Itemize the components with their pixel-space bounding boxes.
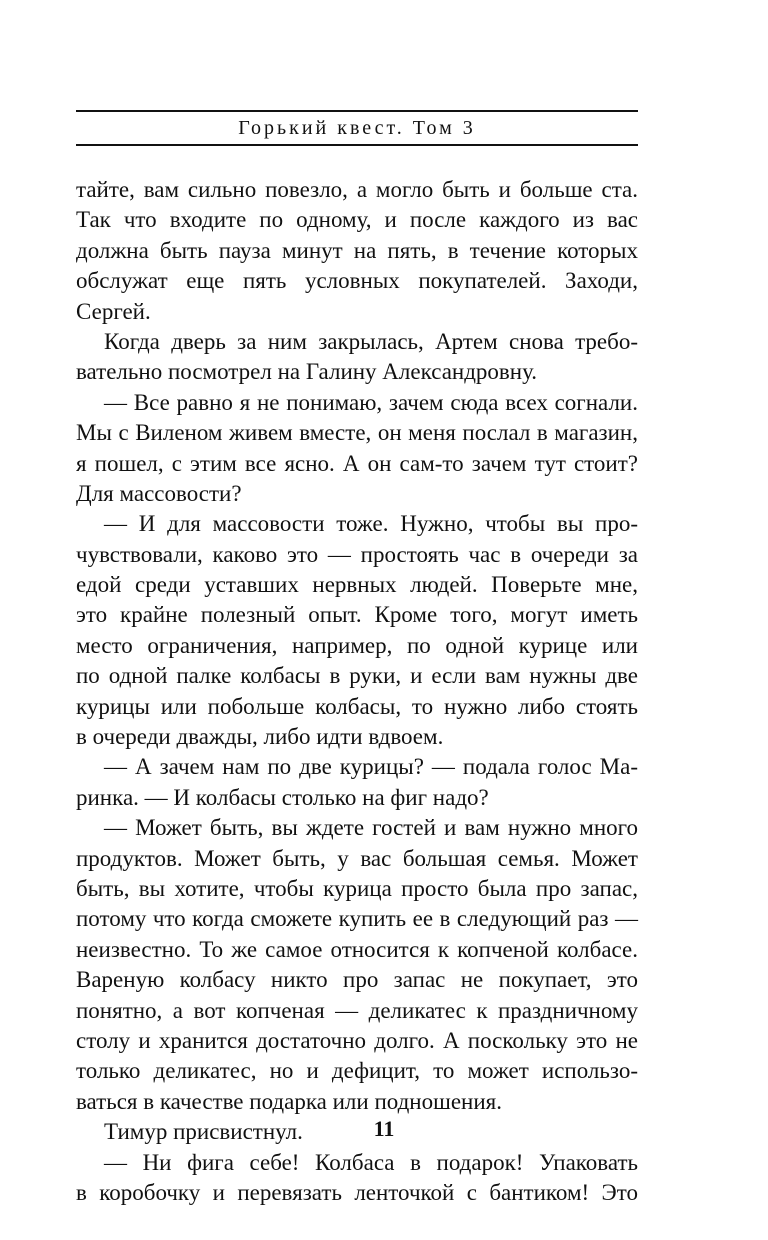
header-rule-bottom bbox=[76, 144, 638, 146]
text-line: обслужат еще пять условных покупателей. Заходи, bbox=[76, 268, 638, 294]
text-line: ринка. — И колбасы столько на фиг надо? bbox=[76, 784, 489, 810]
text-line: — А зачем нам по две курицы? — подала голос Ма- bbox=[104, 754, 638, 780]
text-line: ваться в качестве подарка или подношения. bbox=[76, 1088, 502, 1114]
text-line: понятно, а вот копченая — деликатес к праздничному bbox=[76, 997, 638, 1023]
header-rule-top bbox=[76, 110, 638, 112]
text-line: в коробочку и перевязать ленточкой с бантиком! Это bbox=[76, 1179, 638, 1205]
text-line: чувствовали, каково это — простоять час в очереди за bbox=[76, 541, 638, 567]
text-line: должна быть пауза минут на пять, в течение которых bbox=[76, 237, 638, 263]
text-line: место ограничения, например, по одной курице или bbox=[76, 632, 638, 658]
text-line: — Может быть, вы ждете гостей и вам нужно много bbox=[104, 815, 638, 841]
text-line: по одной палке колбасы в руки, и если вам нужны две bbox=[76, 663, 638, 689]
text-line: Тимур присвистнул. bbox=[104, 1119, 303, 1145]
text-line: в очереди дважды, либо идти вдвоем. bbox=[76, 724, 444, 750]
text-line: Для массовости? bbox=[76, 480, 242, 506]
text-line: это крайне полезный опыт. Кроме того, могут иметь bbox=[76, 602, 638, 628]
text-line: Мы с Виленом живем вместе, он меня послал в магазин, bbox=[76, 420, 638, 446]
text-line: столу и хранится достаточно долго. А поскольку это не bbox=[76, 1027, 638, 1053]
text-line: Вареную колбасу никто про запас не покупает, это bbox=[76, 967, 638, 993]
running-head: Горький квест. Том 3 bbox=[238, 117, 476, 139]
text-line: я пошел, с этим все ясно. А он сам-то зачем тут стоит? bbox=[76, 450, 638, 476]
text-line: тайте, вам сильно повезло, а могло быть и больше ста. bbox=[76, 177, 638, 202]
text-line: — Ни фига себе! Колбаса в подарок! Упаковать bbox=[104, 1149, 638, 1175]
text-line: Когда дверь за ним закрылась, Артем снова требо- bbox=[104, 328, 638, 354]
text-line: — И для массовости тоже. Нужно, чтобы вы про- bbox=[104, 511, 638, 537]
page-number: 11 bbox=[373, 1116, 395, 1141]
text-line: курицы или побольше колбасы, то нужно либо стоять bbox=[76, 693, 638, 719]
text-line: потому что когда сможете купить ее в следующий раз — bbox=[76, 906, 638, 932]
text-line: быть, вы хотите, чтобы курица просто была про запас, bbox=[76, 875, 638, 901]
text-line: только деликатес, но и дефицит, то может использо- bbox=[76, 1058, 638, 1084]
text-line: едой среди уставших нервных людей. Поверьте мне, bbox=[76, 572, 638, 598]
text-line: Так что входите по одному, и после каждого из вас bbox=[76, 207, 638, 233]
body-text bbox=[76, 175, 638, 1208]
text-line: вательно посмотрел на Галину Александровну. bbox=[76, 359, 538, 385]
text-line: неизвестно. То же самое относится к копченой колбасе. bbox=[76, 936, 638, 962]
text-line: — Все равно я не понимаю, зачем сюда всех согнали. bbox=[104, 389, 638, 415]
text-line: Сергей. bbox=[76, 298, 151, 324]
text-line: продуктов. Может быть, у вас большая семья. Может bbox=[76, 845, 638, 871]
